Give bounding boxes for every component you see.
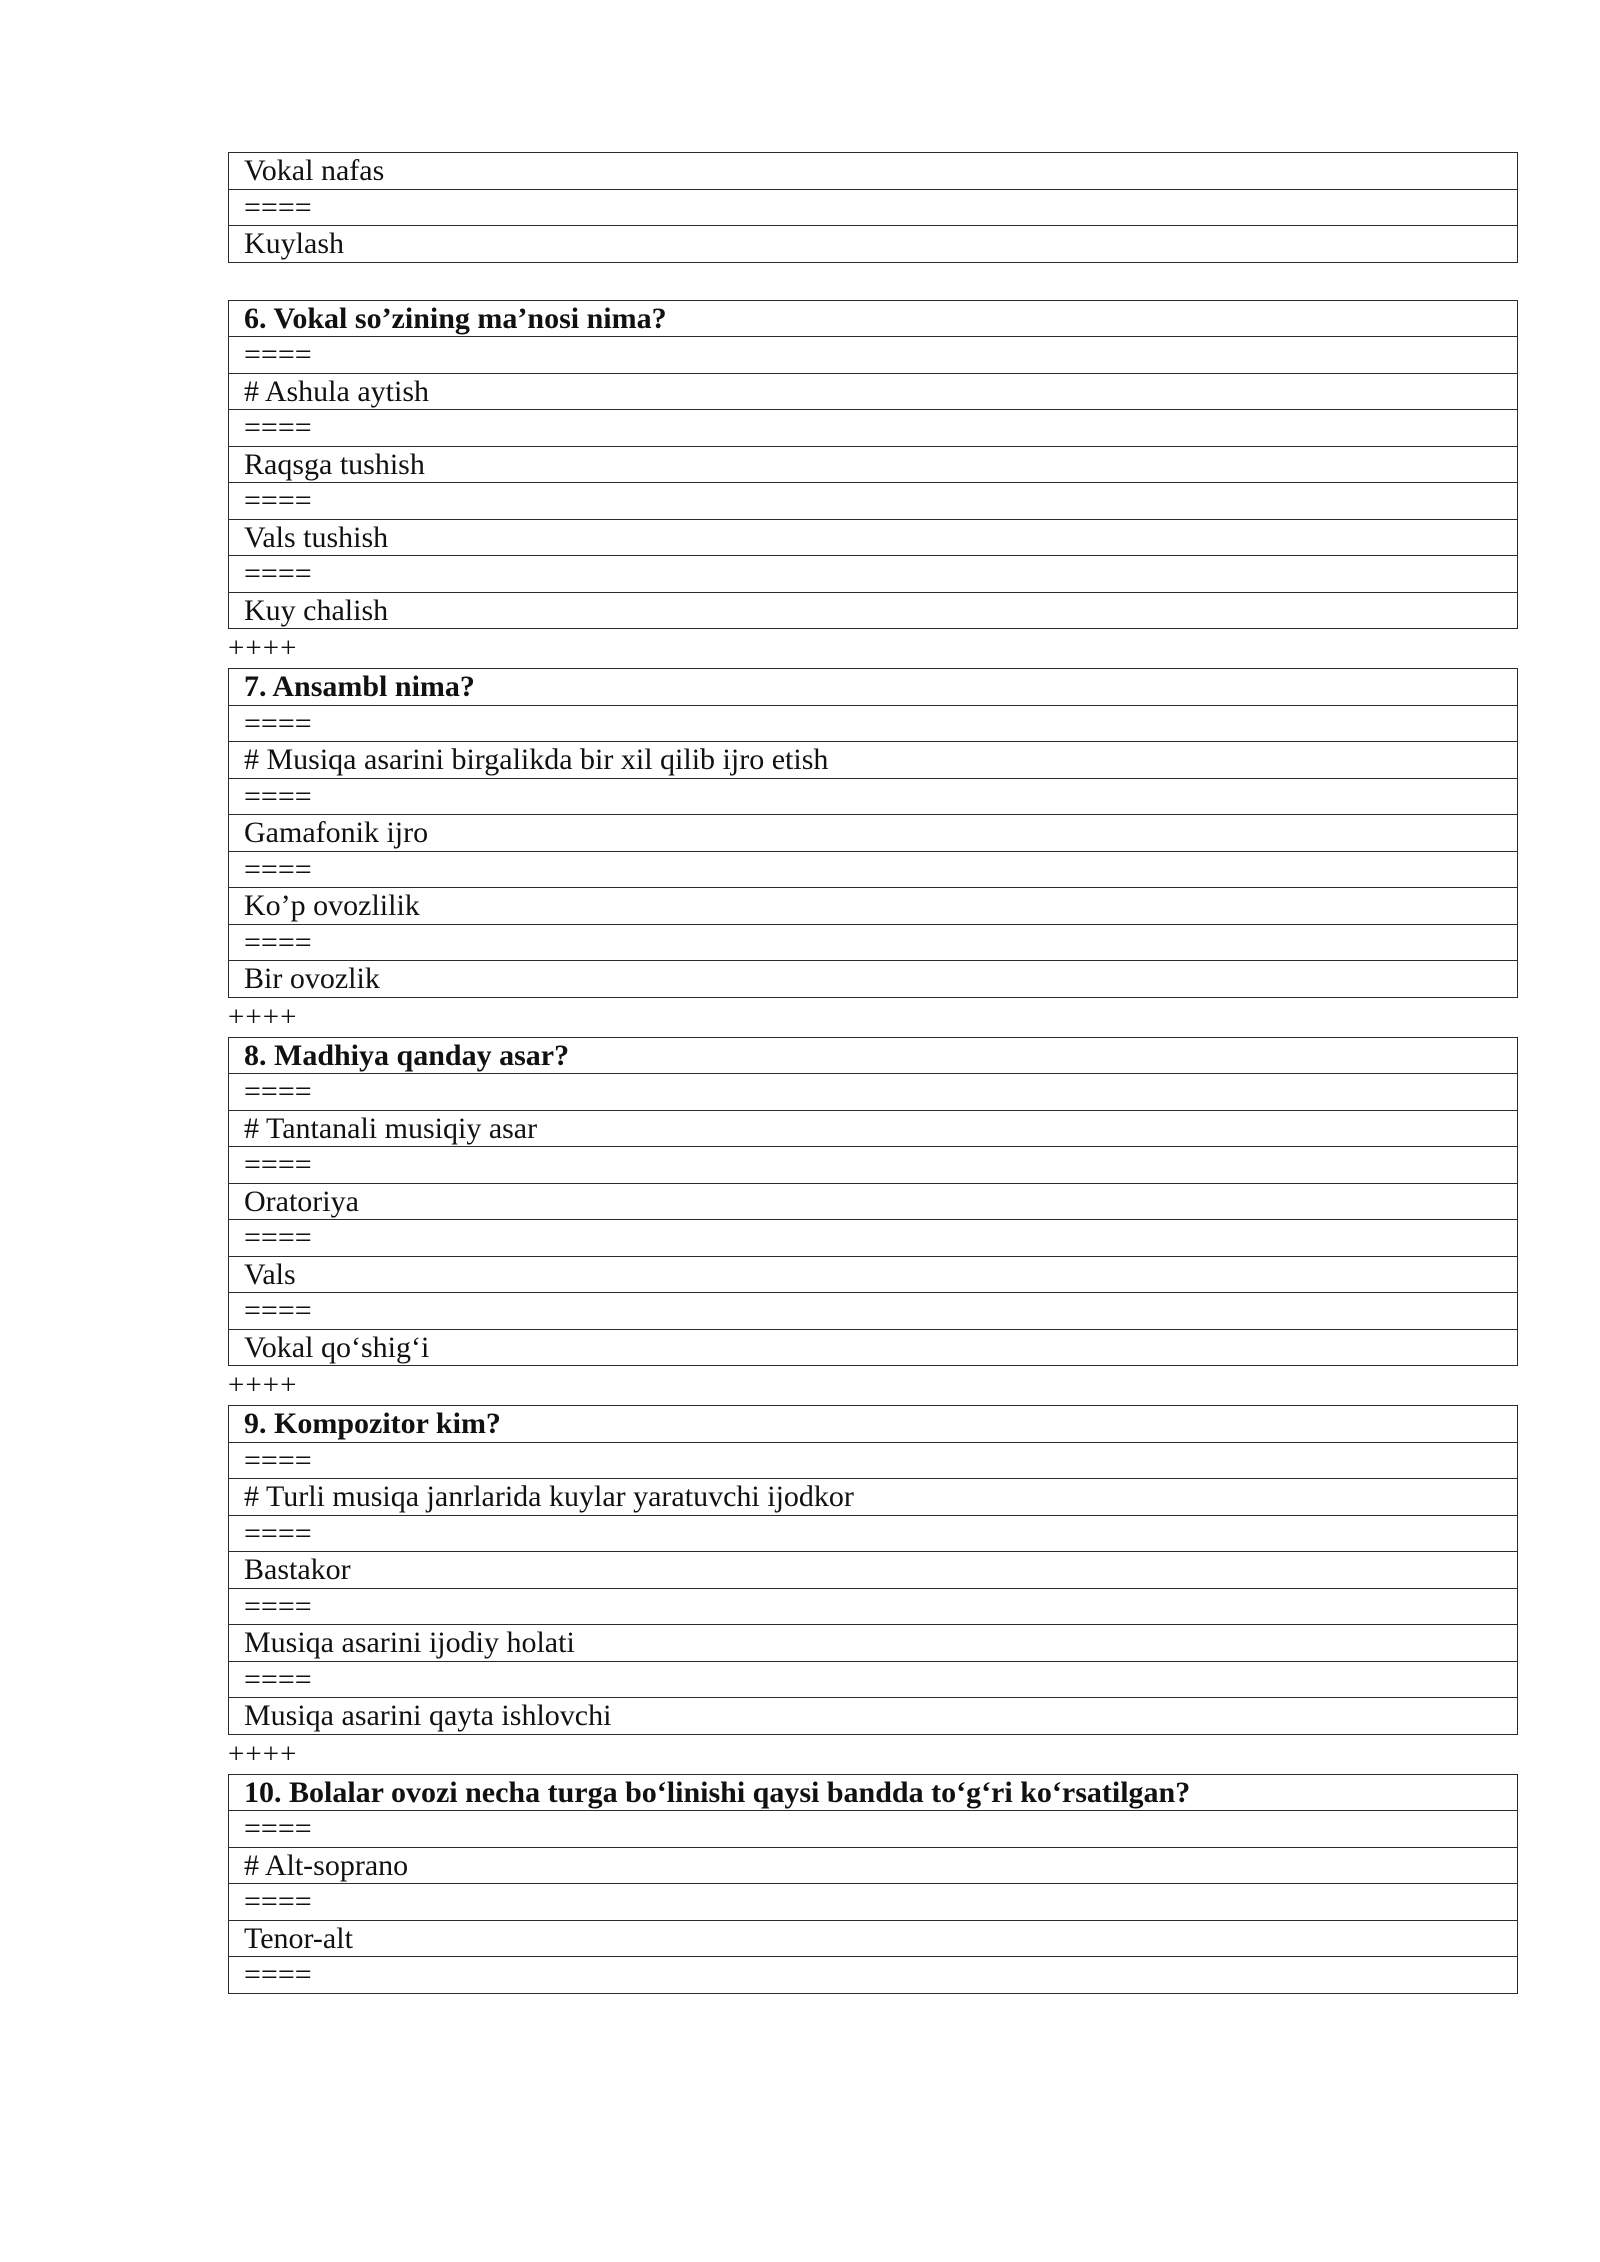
table-row bbox=[229, 778, 1518, 815]
table-row bbox=[229, 519, 1518, 556]
correct-answer-text: # Ashula aytish bbox=[229, 373, 1518, 410]
separator-line: ==== bbox=[229, 924, 1518, 961]
separator-line: ==== bbox=[229, 1957, 1518, 1994]
table-row bbox=[229, 446, 1518, 483]
separator-line: ==== bbox=[229, 483, 1518, 520]
table-row bbox=[229, 1442, 1518, 1479]
table-row bbox=[229, 1920, 1518, 1957]
table-row bbox=[229, 1479, 1518, 1516]
table-row bbox=[229, 1957, 1518, 1994]
separator-line: ==== bbox=[229, 705, 1518, 742]
option-text: Tenor-alt bbox=[229, 1920, 1518, 1957]
question-table bbox=[228, 1037, 1518, 1367]
table-row bbox=[229, 888, 1518, 925]
table-row bbox=[229, 1774, 1518, 1811]
table-row bbox=[229, 1588, 1518, 1625]
correct-answer-text: # Tantanali musiqiy asar bbox=[229, 1110, 1518, 1147]
separator-line: ==== bbox=[229, 1074, 1518, 1111]
table-row bbox=[229, 1884, 1518, 1921]
table-row bbox=[229, 556, 1518, 593]
table-row bbox=[229, 373, 1518, 410]
question-text: 6. Vokal so’zining ma’nosi nima? bbox=[229, 300, 1518, 337]
correct-answer-text: # Turli musiqa janrlarida kuylar yaratuvchi ijodkor bbox=[229, 1479, 1518, 1516]
table-row bbox=[229, 1811, 1518, 1848]
table-row bbox=[229, 961, 1518, 998]
separator-line: ==== bbox=[229, 1661, 1518, 1698]
option-text: Ko’p ovozlilik bbox=[229, 888, 1518, 925]
question-table bbox=[228, 668, 1518, 998]
separator-line: ==== bbox=[229, 1442, 1518, 1479]
separator-line: ==== bbox=[229, 1220, 1518, 1257]
table-row bbox=[229, 1515, 1518, 1552]
table-row bbox=[229, 851, 1518, 888]
option-text: Bir ovozlik bbox=[229, 961, 1518, 998]
block-spacer bbox=[228, 263, 1518, 300]
table-row bbox=[229, 226, 1518, 263]
separator-line: ==== bbox=[229, 1588, 1518, 1625]
separator-line: ==== bbox=[229, 851, 1518, 888]
separator-line: ==== bbox=[229, 1884, 1518, 1921]
table-row bbox=[229, 1037, 1518, 1074]
table-row bbox=[229, 410, 1518, 447]
option-text: Vals bbox=[229, 1256, 1518, 1293]
separator-line: ==== bbox=[229, 1811, 1518, 1848]
question-text: 10. Bolalar ovozi necha turga bo‘linishi qaysi bandda to‘g‘ri ko‘rsatilgan? bbox=[229, 1774, 1518, 1811]
table-row bbox=[229, 153, 1518, 190]
table-row bbox=[229, 337, 1518, 374]
question-table bbox=[228, 300, 1518, 630]
question-table bbox=[228, 1405, 1518, 1735]
separator-line: ==== bbox=[229, 410, 1518, 447]
table-row bbox=[229, 189, 1518, 226]
question-text: 9. Kompozitor kim? bbox=[229, 1406, 1518, 1443]
correct-answer-text: # Musiqa asarini birgalikda bir xil qilib ijro etish bbox=[229, 742, 1518, 779]
question-delimiter: ++++ bbox=[228, 1000, 298, 1033]
table-row bbox=[229, 1183, 1518, 1220]
question-text: 7. Ansambl nima? bbox=[229, 669, 1518, 706]
correct-answer-text: # Alt-soprano bbox=[229, 1847, 1518, 1884]
separator-line: ==== bbox=[229, 1293, 1518, 1330]
option-text: Vals tushish bbox=[229, 519, 1518, 556]
table-row bbox=[229, 592, 1518, 629]
question-delimiter: ++++ bbox=[228, 1737, 298, 1770]
table-row bbox=[229, 1256, 1518, 1293]
option-text: Raqsga tushish bbox=[229, 446, 1518, 483]
option-text: Kuylash bbox=[229, 226, 1518, 263]
option-text: Musiqa asarini ijodiy holati bbox=[229, 1625, 1518, 1662]
document-page bbox=[228, 152, 1518, 1994]
table-row bbox=[229, 1847, 1518, 1884]
table-row bbox=[229, 1220, 1518, 1257]
question-delimiter: ++++ bbox=[228, 1369, 298, 1401]
option-text: Bastakor bbox=[229, 1552, 1518, 1589]
table-row bbox=[229, 1625, 1518, 1662]
question-table bbox=[228, 1774, 1518, 1994]
table-row bbox=[229, 1293, 1518, 1330]
separator-line: ==== bbox=[229, 189, 1518, 226]
table-row bbox=[229, 1661, 1518, 1698]
separator-line: ==== bbox=[229, 556, 1518, 593]
table-row bbox=[229, 742, 1518, 779]
table-row bbox=[229, 1552, 1518, 1589]
question-delimiter: ++++ bbox=[228, 632, 298, 664]
option-text: Kuy chalish bbox=[229, 592, 1518, 629]
table-row bbox=[229, 483, 1518, 520]
table-row bbox=[229, 669, 1518, 706]
table-row bbox=[229, 815, 1518, 852]
table-row bbox=[229, 1110, 1518, 1147]
table-row bbox=[229, 924, 1518, 961]
table-row bbox=[229, 1147, 1518, 1184]
separator-line: ==== bbox=[229, 1147, 1518, 1184]
table-row bbox=[229, 1406, 1518, 1443]
option-text: Musiqa asarini qayta ishlovchi bbox=[229, 1698, 1518, 1735]
table-row bbox=[229, 705, 1518, 742]
separator-line: ==== bbox=[229, 1515, 1518, 1552]
table-row bbox=[229, 300, 1518, 337]
option-text: Vokal qo‘shig‘i bbox=[229, 1329, 1518, 1366]
table-row bbox=[229, 1074, 1518, 1111]
option-text: Oratoriya bbox=[229, 1183, 1518, 1220]
question-text: 8. Madhiya qanday asar? bbox=[229, 1037, 1518, 1074]
option-text: Vokal nafas bbox=[229, 153, 1518, 190]
table-row bbox=[229, 1698, 1518, 1735]
separator-line: ==== bbox=[229, 337, 1518, 374]
separator-line: ==== bbox=[229, 778, 1518, 815]
option-text: Gamafonik ijro bbox=[229, 815, 1518, 852]
table-row bbox=[229, 1329, 1518, 1366]
question-table bbox=[228, 152, 1518, 263]
